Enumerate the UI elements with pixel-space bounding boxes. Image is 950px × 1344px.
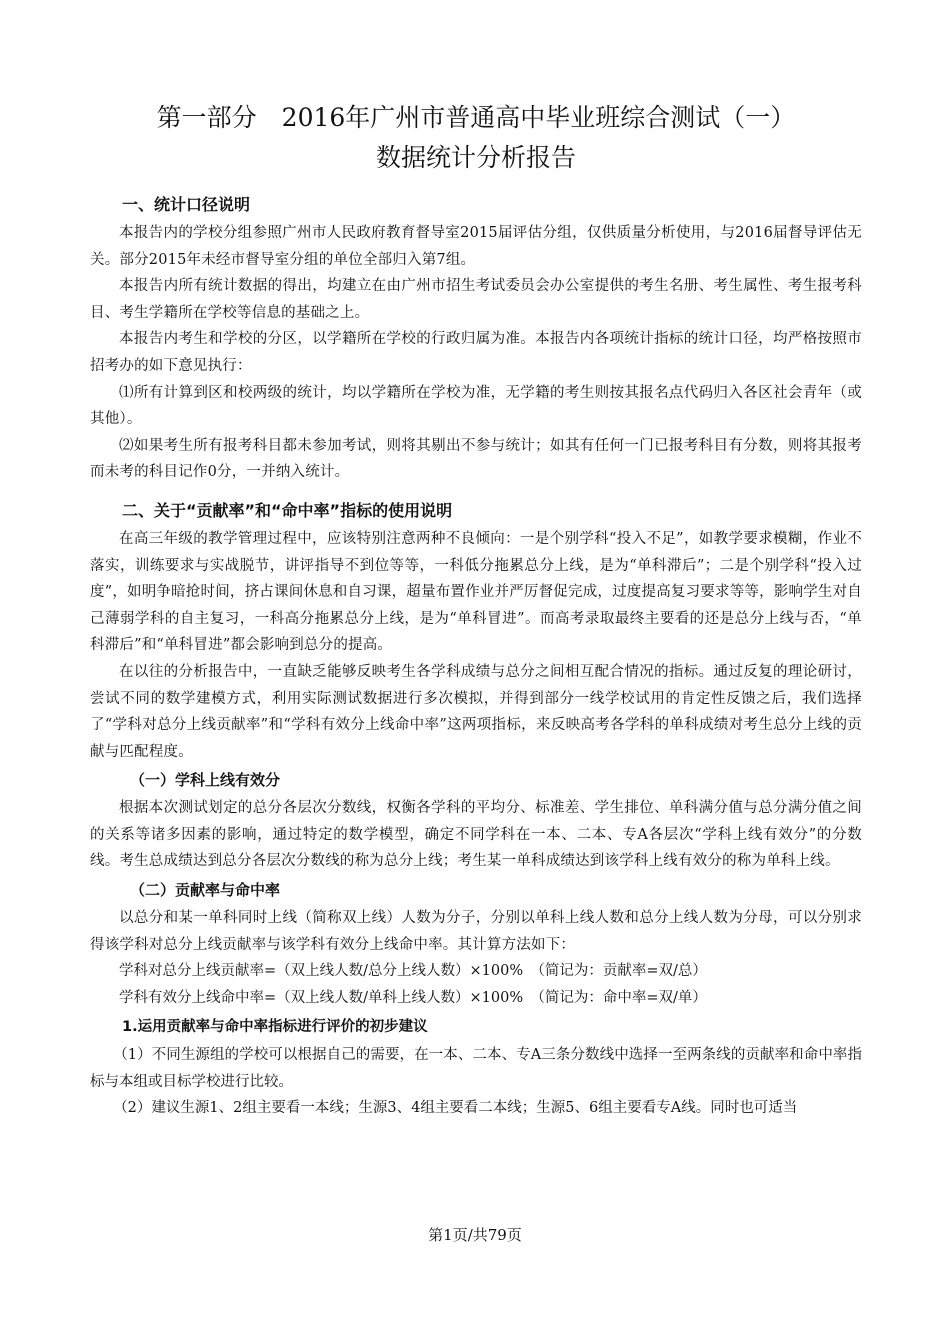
numbered-item: （2）建议生源1、2组主要看一本线；生源3、4组主要看二本线；生源5、6组主要看专A线。同时也可适当 — [113, 1100, 798, 1117]
paragraph: 本报告内考生和学校的分区，以学籍所在学校的行政归属为准。本报告内各项统计指标的统计口径，均严格按照市招考办的如下意见执行： — [90, 331, 862, 374]
paragraph: 根据本次测试划定的总分各层次分数线，权衡各学科的平均分、标准差、学生排位、单科满分值与总分满分值之间的关系等诸多因素的影响，通过特定的数学模型，确定不同学科在一本、二本、专A各层次“学科上线有效分”的分数线。考生总成绩达到总分各层次分数线的称为总分上线；考生某一单科成绩达到该学科上线有效分的称为单科上线。 — [90, 800, 862, 870]
paragraph: 在高三年级的教学管理过程中，应该特别注意两种不良倾向：一是个别学科“投入不足”，如教学要求模糊，作业不落实，训练要求与实战脱节，讲评指导不到位等等，一科低分拖累总分上线，是为“单科滞后”；二是个别学科“投入过度”，如明争暗抢时间，挤占课间休息和自习课，超量布置作业并严厉督促完成，过度提高复习要求等等，影响学生对自己薄弱学科的自主复习，一科高分拖累总分上线，是为“单科冒进”。而高考录取最终主要看的还是总分上线与否，“单科滞后”和“单科冒进”都会影响到总分的提高。 — [90, 530, 863, 654]
section-heading-statistics-scope: 一、统计口径说明 — [122, 195, 251, 214]
document-title: 第一部分 2016年广州市普通高中毕业班综合测试（一） — [156, 103, 796, 132]
subsection-heading: 1.运用贡献率与命中率指标进行评价的初步建议 — [122, 1019, 428, 1036]
paragraph: 在以往的分析报告中，一直缺乏能够反映考生各学科成绩与总分之间相互配合情况的指标。通过反复的理论研讨，尝试不同的数学建模方式，利用实际测试数据进行多次模拟，并得到部分一线学校试用的肯定性反馈之后，我们选择了“学科对总分上线贡献率”和“学科有效分上线命中率”这两项指标，来反映高考各学科的单科成绩对考生总分上线的贡献与匹配程度。 — [90, 663, 862, 760]
subsection-heading: （二）贡献率与命中率 — [130, 881, 281, 900]
page-number: 第1页/共79页 — [428, 1226, 522, 1244]
paragraph: 以总分和某一单科同时上线（简称双上线）人数为分子，分别以单科上线人数和总分上线人数为分母，可以分别求得该学科对总分上线贡献率与该学科有效分上线命中率。其计算方法如下： — [90, 910, 862, 953]
formula-hit-rate: 学科有效分上线命中率=（双上线人数/单科上线人数）×100% （简记为：命中率=双/单） — [119, 990, 707, 1007]
paragraph: 本报告内所有统计数据的得出，均建立在由广州市招生考试委员会办公室提供的考生名册、考生属性、考生报考科目、考生学籍所在学校等信息的基础之上。 — [90, 278, 862, 321]
subsection-heading: （一）学科上线有效分 — [130, 771, 281, 790]
formula-contribution-rate: 学科对总分上线贡献率=（双上线人数/总分上线人数）×100% （简记为：贡献率=双/总） — [119, 963, 707, 980]
paragraph: ⑴所有计算到区和校两级的统计，均以学籍所在学校为准，无学籍的考生则按其报名点代码归入各区社会青年（或其他）。 — [90, 384, 862, 428]
paragraph: 本报告内的学校分组参照广州市人民政府教育督导室2015届评估分组，仅供质量分析使用，与2016届督导评估无关。部分2015年未经市督导室分组的单位全部归入第7组。 — [90, 225, 862, 268]
document-subtitle: 数据统计分析报告 — [375, 143, 576, 172]
paragraph: ⑵如果考生所有报考科目都未参加考试，则将其剔出不参与统计；如其有任何一门已报考科目有分数，则将其报考而未考的科目记作0分，一并纳入统计。 — [90, 437, 862, 481]
page-content — [90, 98, 862, 1122]
section-heading-contribution-hit-rate: 二、关于“贡献率”和“命中率”指标的使用说明 — [122, 500, 453, 520]
numbered-item: （1）不同生源组的学校可以根据自己的需要，在一本、二本、专A三条分数线中选择一至两条线的贡献率和命中率指标与本组或目标学校进行比较。 — [90, 1047, 862, 1090]
